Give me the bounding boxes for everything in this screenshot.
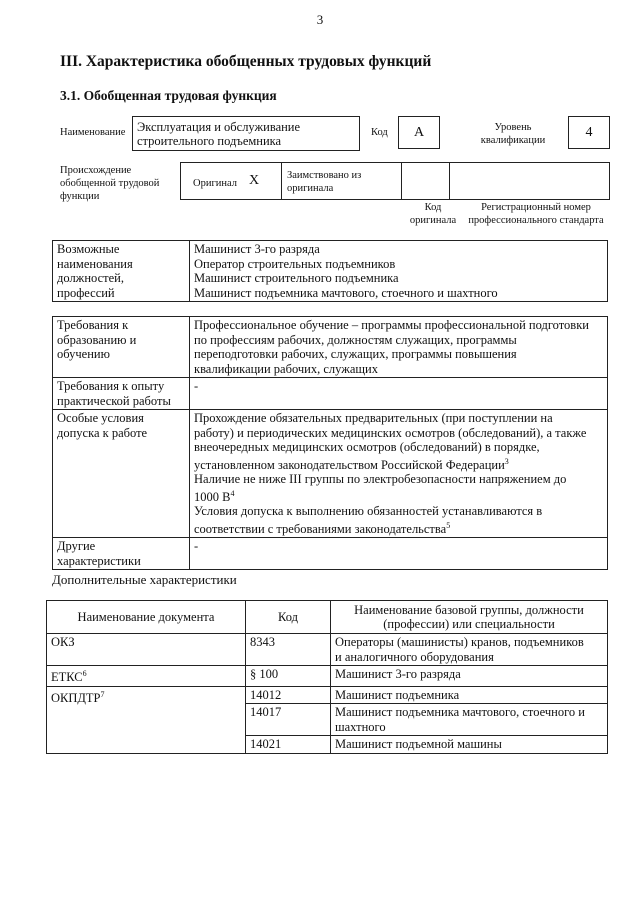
doc-okpdtr bbox=[47, 686, 246, 753]
name-cell: Машинист подъемника bbox=[331, 686, 608, 704]
special-line1: Прохождение обязательных предварительных (при поступлении на bbox=[194, 411, 553, 425]
experience-label-line2: практической работы bbox=[57, 393, 171, 408]
original-label: Оригинал bbox=[193, 178, 237, 189]
code-original-caption bbox=[403, 201, 463, 227]
footnote-ref: 5 bbox=[446, 520, 451, 530]
other-label bbox=[53, 538, 190, 570]
borrowed-line2: оригинала bbox=[287, 183, 334, 194]
other-label-line2: характеристики bbox=[57, 553, 141, 568]
special-conditions-value bbox=[190, 410, 608, 538]
other-value: - bbox=[190, 538, 608, 570]
special-line8-wrap bbox=[194, 519, 603, 537]
additional-title: Дополнительные характеристики bbox=[52, 572, 237, 587]
experience-label-line1: Требования к опыту bbox=[57, 379, 165, 393]
reg-number-caption bbox=[462, 201, 610, 227]
positions-label-line3: должностей, bbox=[57, 271, 124, 285]
name-label: Наименование bbox=[60, 127, 126, 138]
special-line7: Условия допуска к выполнению обязанностей устанавливаются в bbox=[194, 504, 543, 519]
education-value bbox=[190, 317, 608, 378]
col-doc-header: Наименование документа bbox=[47, 601, 246, 634]
requirements-table bbox=[52, 316, 608, 570]
special-line5: Наличие не ниже III группы по электробезопасности напряжением до bbox=[194, 472, 567, 487]
name-cell bbox=[331, 704, 608, 736]
doc-etks bbox=[47, 666, 246, 687]
reg-number-line2: профессионального стандарта bbox=[468, 215, 604, 226]
positions-label bbox=[53, 241, 190, 302]
education-line3: переподготовки рабочих, служащих, программы повышения bbox=[194, 347, 517, 361]
special-label-line1: Особые условия bbox=[57, 411, 144, 425]
education-line4: квалификации рабочих, служащих bbox=[194, 361, 378, 376]
positions-list bbox=[190, 241, 608, 302]
positions-table bbox=[52, 240, 608, 302]
code-cell: § 100 bbox=[246, 666, 331, 687]
name-cell bbox=[331, 634, 608, 666]
level-box bbox=[568, 116, 610, 149]
page-number: 3 bbox=[316, 12, 324, 27]
education-line2: по профессиям рабочих, должностям служащих, программы bbox=[194, 332, 517, 347]
education-label-line3: обучению bbox=[57, 347, 110, 361]
other-label-line1: Другие bbox=[57, 539, 96, 554]
col-name-header bbox=[331, 601, 608, 634]
table-row bbox=[47, 686, 608, 704]
r2-name-line2: шахтного bbox=[335, 719, 386, 734]
doc-okz: ОКЗ bbox=[47, 634, 246, 666]
special-line2: работу) и периодических медицинских осмотров (обследований), а также bbox=[194, 425, 587, 440]
positions-label-line4: профессий bbox=[57, 285, 115, 300]
special-line3: внеочередных медицинских осмотров (обследований) в порядке, bbox=[194, 440, 540, 454]
footnote-ref: 7 bbox=[100, 689, 105, 699]
reg-number-line1: Регистрационный номер bbox=[481, 202, 591, 213]
special-line6-wrap bbox=[194, 487, 603, 505]
special-conditions-label bbox=[53, 410, 190, 538]
origin-label-line3: функции bbox=[60, 191, 100, 202]
code-original-line1: Код bbox=[424, 202, 442, 213]
col-code-header: Код bbox=[246, 601, 331, 634]
code-cell: 14021 bbox=[246, 736, 331, 754]
function-name-line1: Эксплуатация и обслуживание bbox=[137, 120, 301, 134]
positions-label-line2: наименования bbox=[57, 256, 133, 271]
experience-label bbox=[53, 378, 190, 410]
code-cell: 8343 bbox=[246, 634, 331, 666]
level-label-line1: Уровень bbox=[494, 122, 532, 133]
etks-text: ЕТКС bbox=[51, 670, 83, 685]
position-item: Машинист строительного подъемника bbox=[194, 271, 399, 285]
origin-box bbox=[180, 162, 610, 200]
subsection-title: 3.1. Обобщенная трудовая функция bbox=[60, 88, 277, 103]
okz-name-line1: Операторы (машинисты) кранов, подъемников bbox=[335, 635, 584, 649]
special-line6: 1000 В bbox=[194, 489, 231, 504]
positions-label-line1: Возможные bbox=[57, 242, 120, 256]
okz-name-line2: и аналогичного оборудования bbox=[335, 649, 494, 664]
level-value: 4 bbox=[585, 125, 593, 140]
special-label-line2: допуска к работе bbox=[57, 425, 148, 440]
code-value: A bbox=[413, 125, 425, 140]
footnote-ref: 3 bbox=[504, 456, 509, 466]
borrowed-label bbox=[287, 169, 361, 195]
special-line4: установленном законодательством Российской Федерации bbox=[194, 457, 505, 472]
experience-value: - bbox=[190, 378, 608, 410]
footnote-ref: 6 bbox=[82, 669, 87, 678]
col-name-header-line2: (профессии) или специальности bbox=[383, 617, 555, 631]
education-label bbox=[53, 317, 190, 378]
code-cell: 14017 bbox=[246, 704, 331, 736]
level-label-line2: квалификации bbox=[480, 135, 546, 146]
r2-name-line1: Машинист подъемника мачтового, стоечного и bbox=[335, 705, 585, 720]
code-original-line2: оригинала bbox=[409, 215, 457, 226]
table-row bbox=[47, 634, 608, 666]
origin-label-line1: Происхождение bbox=[60, 165, 132, 176]
origin-label-line2: обобщенной трудовой bbox=[60, 178, 160, 189]
position-item: Машинист 3-го разряда bbox=[194, 242, 320, 256]
code-box bbox=[398, 116, 440, 149]
additional-table bbox=[46, 600, 608, 754]
position-item: Оператор строительных подъемников bbox=[194, 256, 396, 271]
origin-label bbox=[60, 164, 159, 203]
section-title: III. Характеристика обобщенных трудовых функций bbox=[60, 53, 432, 70]
code-label: Код bbox=[371, 127, 388, 138]
name-cell: Машинист 3-го разряда bbox=[331, 666, 608, 687]
okpdtr-text: ОКПДТР bbox=[51, 690, 101, 705]
borrowed-line1: Заимствовано из bbox=[287, 170, 362, 181]
level-label bbox=[468, 121, 558, 147]
function-name-line2: строительного подъемника bbox=[137, 134, 282, 148]
special-line8: соответствии с требованиями законодательства bbox=[194, 521, 447, 536]
education-label-line2: образованию и bbox=[57, 332, 137, 347]
col-name-header-line1: Наименование базовой группы, должности bbox=[354, 602, 584, 617]
education-label-line1: Требования к bbox=[57, 318, 129, 332]
footnote-ref: 4 bbox=[230, 488, 235, 498]
education-line1: Профессиональное обучение – программы профессиональной подготовки bbox=[194, 318, 589, 332]
table-row bbox=[47, 666, 608, 687]
code-cell: 14012 bbox=[246, 686, 331, 704]
function-name-box bbox=[132, 116, 360, 151]
name-cell: Машинист подъемной машины bbox=[331, 736, 608, 754]
special-line4-wrap bbox=[194, 455, 603, 473]
position-item: Машинист подъемника мачтового, стоечного и шахтного bbox=[194, 285, 498, 300]
original-mark: X bbox=[249, 173, 260, 188]
